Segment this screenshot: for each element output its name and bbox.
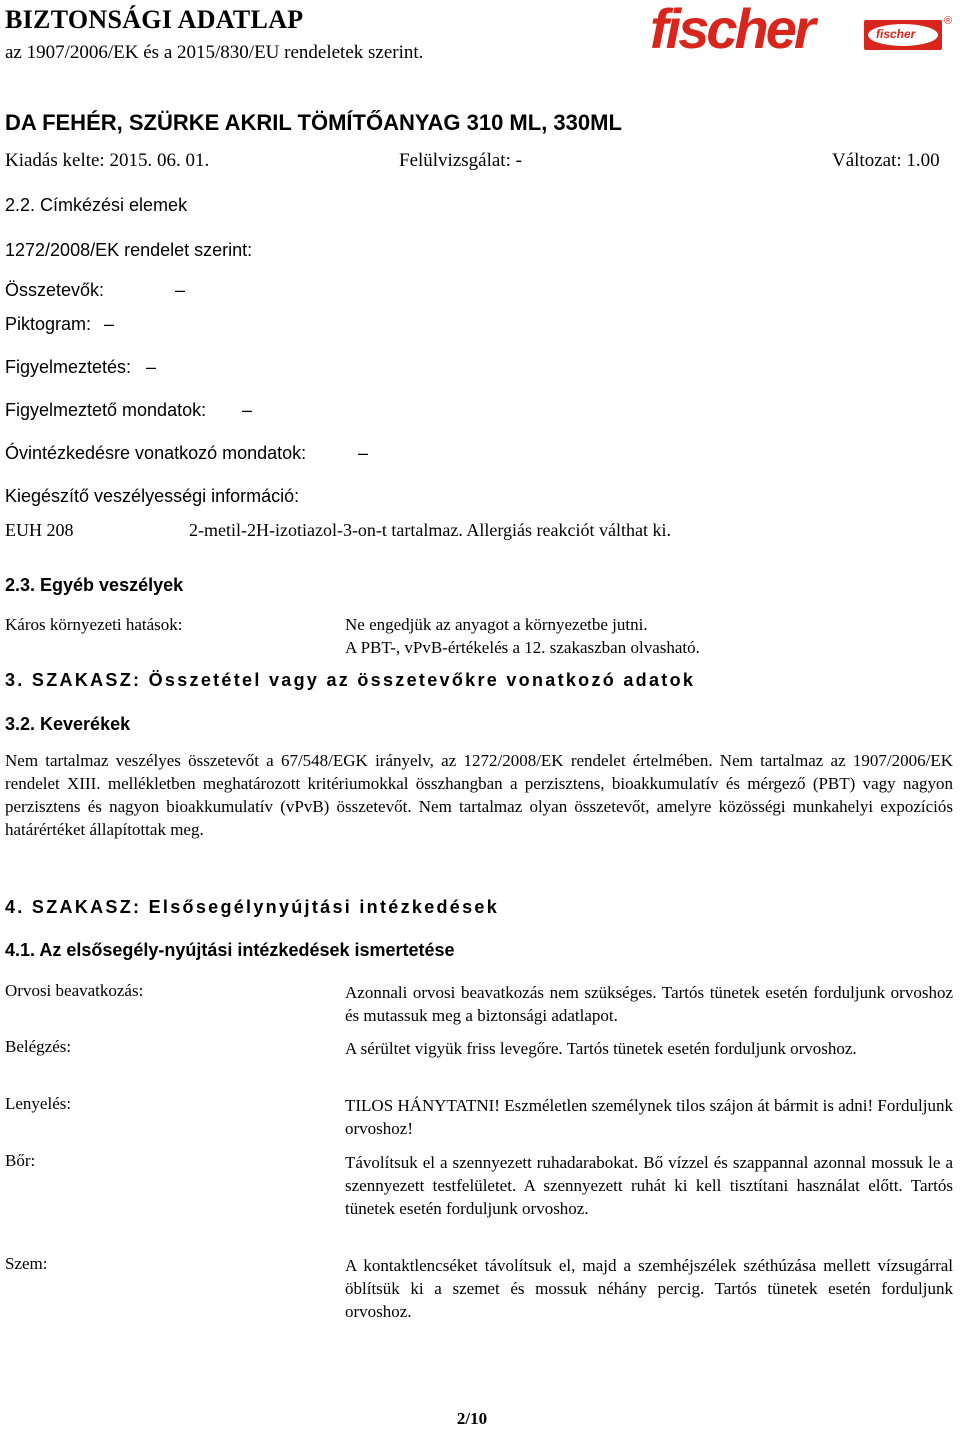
first-aid-label-medical: Orvosi beavatkozás:	[5, 981, 144, 1000]
first-aid-label-inhalation: Belégzés:	[5, 1037, 72, 1056]
first-aid-text-inhalation: A sérültet vigyük friss levegőre. Tartós tünetek esetén forduljunk orvoshoz.	[345, 1039, 857, 1058]
first-aid-text-skin: Távolítsuk el a szennyezett ruhadarabokat. Bő vízzel és szappannal azonnal mossuk le a szennyezett testfelületet. A szennyezett ruhát ki kell tisztítani használat előtt. Tartós tünetek esetén forduljunk orvoshoz.	[345, 1153, 953, 1218]
components-label: Összetevők:	[5, 280, 105, 300]
issue-date: Kiadás kelte: 2015. 06. 01.	[5, 150, 210, 171]
first-aid-text-medical: Azonnali orvosi beavatkozás nem szükséges. Tartós tünetek esetén forduljunk orvoshoz és mutassuk meg a biztonsági adatlapot.	[345, 983, 953, 1025]
first-aid-label-eye: Szem:	[5, 1254, 48, 1273]
first-aid-label-skin: Bőr:	[5, 1151, 36, 1170]
registered-mark: ®	[944, 15, 953, 27]
euh-statement: 2-metil-2H-izotiazol-3-on-t tartalmaz. Allergiás reakciót válthat ki.	[189, 520, 671, 540]
environment-line-1: Ne engedjük az anyagot a környezetbe jutni.	[345, 615, 648, 634]
pictogram-value: –	[104, 314, 115, 334]
section-4-1-heading: 4.1. Az elsősegély-nyújtási intézkedések ismertetése	[5, 940, 455, 960]
page-number: 2/10	[456, 1409, 488, 1428]
warning-label: Figyelmeztetés:	[5, 357, 132, 377]
section-3-2-heading: 3.2. Keverékek	[5, 714, 131, 734]
environment-label: Káros környezeti hatások:	[5, 615, 183, 634]
precaution-statements-value: –	[358, 443, 369, 463]
hazard-statements-value: –	[242, 400, 253, 420]
product-title: DA FEHÉR, SZÜRKE AKRIL TÖMÍTŐANYAG 310 ML, 330ML	[5, 110, 622, 135]
fischer-logo: fischer	[650, 0, 813, 60]
first-aid-text-eye: A kontaktlencséket távolítsuk el, majd a szemhéjszélek széthúzása mellett vízsugárral öblítsük ki a szemet és mossuk néhány percig. Tartós tünetek esetén forduljunk orvoshoz.	[345, 1256, 953, 1321]
regulation-label: 1272/2008/EK rendelet szerint:	[5, 240, 253, 260]
first-aid-label-ingestion: Lenyelés:	[5, 1094, 72, 1113]
version: Változat: 1.00	[832, 150, 940, 171]
revision: Felülvizsgálat: -	[399, 150, 522, 171]
extra-hazard-info-label: Kiegészítő veszélyességi információ:	[5, 486, 300, 506]
warning-value: –	[146, 357, 157, 377]
section-4-heading: 4. SZAKASZ: Elsősegélynyújtási intézkedések	[5, 897, 500, 917]
section-2-2-heading: 2.2. Címkézési elemek	[5, 195, 188, 215]
euh-code: EUH 208	[5, 520, 74, 540]
first-aid-text-ingestion: TILOS HÁNYTATNI! Eszméletlen személynek tilos szájon át bármit is adni! Forduljunk orvoshoz!	[345, 1096, 953, 1138]
section-2-3-heading: 2.3. Egyéb veszélyek	[5, 575, 184, 595]
hazard-statements-label: Figyelmeztető mondatok:	[5, 400, 207, 420]
components-value: –	[175, 280, 186, 300]
document-subtitle: az 1907/2006/EK és a 2015/830/EU rendeletek szerint.	[5, 42, 424, 63]
fischer-badge-text: fischer	[876, 27, 916, 41]
precaution-statements-label: Óvintézkedésre vonatkozó mondatok:	[5, 443, 307, 463]
pictogram-label: Piktogram:	[5, 314, 92, 334]
mixtures-paragraph: Nem tartalmaz veszélyes összetevőt a 67/548/EGK irányelv, az 1272/2008/EK rendelet értelmében. Nem tartalmaz az 1907/2006/EK rendelet XIII. mellékletben meghatározott kritériumokkal összhangban a perzisztens, bioakkumulatív és mérgező (PBT) vagy nagyon perzisztens és nagyon bioakkumulatív (vPvB) összetevőt. Nem tartalmaz olyan összetevőt, amelyre közösségi munkahelyi expozíciós határértéket állapítottak meg.	[5, 751, 953, 839]
environment-line-2: A PBT-, vPvB-értékelés a 12. szakaszban olvasható.	[345, 638, 700, 657]
document-title: BIZTONSÁGI ADATLAP	[5, 5, 304, 34]
section-3-heading: 3. SZAKASZ: Összetétel vagy az összetevőkre vonatkozó adatok	[5, 670, 696, 690]
